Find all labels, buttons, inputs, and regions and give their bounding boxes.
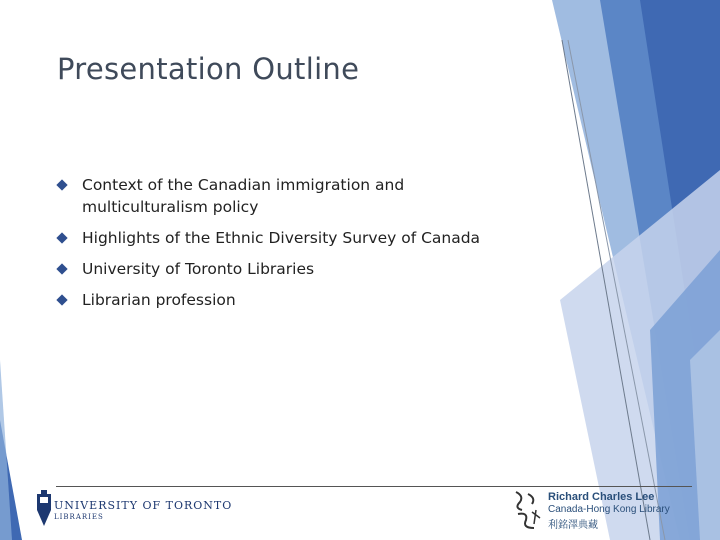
library-logo-name: Richard Charles Lee xyxy=(548,491,655,503)
calligraphy-icon xyxy=(510,488,544,532)
uoft-crest-icon xyxy=(36,490,52,530)
bullet-item xyxy=(56,227,526,249)
library-logo-chinese: 利銘澤典藏 xyxy=(548,520,598,531)
uoft-logo-text: UNIVERSITY OF TORONTO xyxy=(54,499,233,512)
diamond-bullet-icon xyxy=(56,232,67,243)
bullet-item xyxy=(56,174,526,218)
bullet-text: Librarian profession xyxy=(82,291,236,309)
bullet-text: University of Toronto Libraries xyxy=(82,260,315,278)
bullet-list xyxy=(56,174,526,320)
slide-title: Presentation Outline xyxy=(57,52,360,86)
bullet-item xyxy=(56,289,526,311)
footer-divider xyxy=(56,486,692,487)
diamond-bullet-icon xyxy=(56,294,67,305)
bullet-text: Highlights of the Ethnic Diversity Survey of Canada xyxy=(82,229,481,247)
bullet-item xyxy=(56,258,526,280)
diamond-bullet-icon xyxy=(56,179,67,190)
uoft-logo-subtext: LIBRARIES xyxy=(54,513,104,521)
bullet-text: Context of the Canadian immigration and multiculturalism policy xyxy=(82,176,405,216)
library-logo-subtitle: Canada-Hong Kong Library xyxy=(548,504,670,515)
diamond-bullet-icon xyxy=(56,263,67,274)
